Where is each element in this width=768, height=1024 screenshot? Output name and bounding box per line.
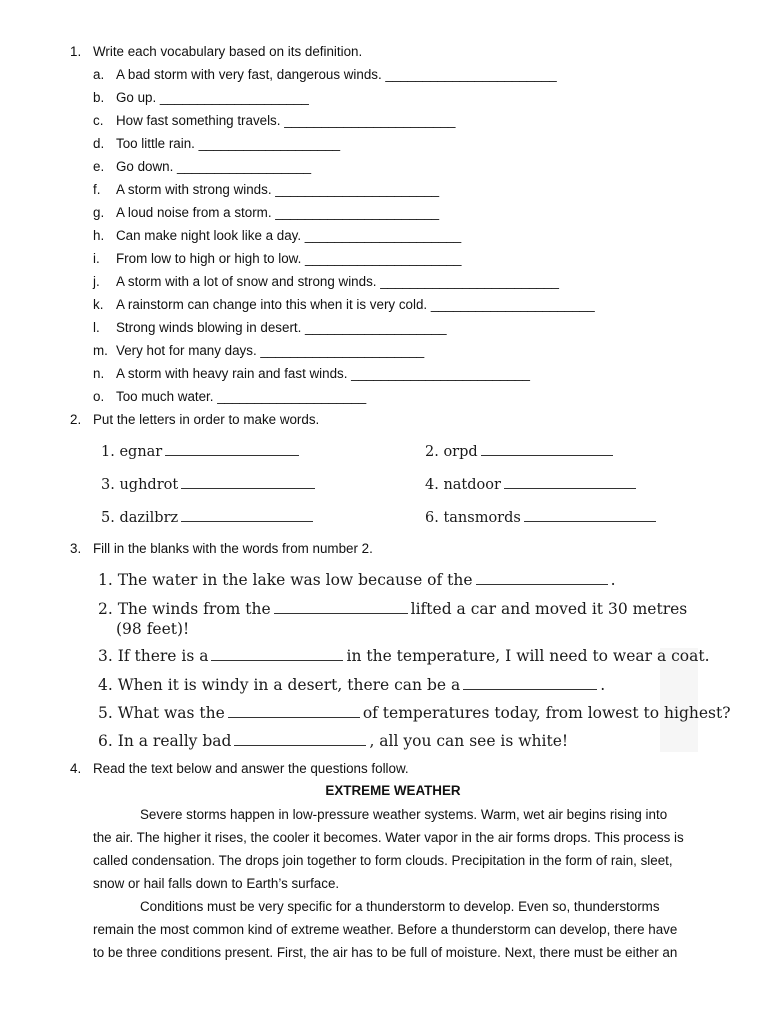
item-definition[interactable]: Go up. ____________________ bbox=[116, 90, 309, 105]
reading-line-4: snow or hail falls down to Earth’s surface. bbox=[93, 876, 340, 891]
scramble-word-2: 2. orpd bbox=[425, 443, 616, 460]
reading-line-2: the air. The higher it rises, the cooler it becomes. Water vapor in the air forms drops. This process is bbox=[93, 830, 684, 845]
item-definition[interactable]: A loud noise from a storm. ______________________ bbox=[116, 205, 440, 220]
item-letter: n. bbox=[93, 366, 105, 381]
item-definition[interactable]: A bad storm with very fast, dangerous winds. _______________________ bbox=[116, 67, 557, 82]
fill-sentence-2: 2. The winds from the lifted a car and moved it 30 metres bbox=[98, 600, 688, 618]
answer-blank[interactable] bbox=[211, 648, 343, 661]
fill-sentence-3: 3. If there is a in the temperature, I will need to wear a coat. bbox=[98, 647, 710, 665]
item-letter: c. bbox=[93, 113, 104, 128]
scramble-word-6: 6. tansmords bbox=[425, 509, 659, 526]
fill-sentence-4: 4. When it is windy in a desert, there can be a . bbox=[98, 676, 606, 694]
item-letter: o. bbox=[93, 389, 105, 404]
question-text: Put the letters in order to make words. bbox=[93, 412, 320, 427]
scramble-word-5: 5. dazilbrz bbox=[101, 509, 316, 526]
scramble-word-3: 3. ughdrot bbox=[101, 476, 318, 493]
reading-line-6: remain the most common kind of extreme weather. Before a thunderstorm can develop, there have bbox=[93, 922, 678, 937]
item-definition[interactable]: A storm with heavy rain and fast winds. ________________________ bbox=[116, 366, 530, 381]
item-definition[interactable]: How fast something travels. _______________________ bbox=[116, 113, 456, 128]
item-letter: e. bbox=[93, 159, 105, 174]
item-definition[interactable]: Go down. __________________ bbox=[116, 159, 312, 174]
answer-blank[interactable] bbox=[228, 705, 360, 718]
fill-sentence-5: 5. What was the of temperatures today, from lowest to highest? bbox=[98, 704, 731, 722]
item-letter: g. bbox=[93, 205, 105, 220]
item-definition[interactable]: Very hot for many days. ______________________ bbox=[116, 343, 425, 358]
question-number: 2. bbox=[70, 412, 82, 427]
question-number: 3. bbox=[70, 541, 82, 556]
scramble-word-1: 1. egnar bbox=[101, 443, 302, 460]
answer-blank[interactable] bbox=[181, 509, 313, 522]
question-number: 4. bbox=[70, 761, 82, 776]
item-definition[interactable]: Strong winds blowing in desert. ___________________ bbox=[116, 320, 447, 335]
reading-line-5: Conditions must be very specific for a thunderstorm to develop. Even so, thunderstorms bbox=[140, 899, 660, 914]
question-text: Fill in the blanks with the words from number 2. bbox=[93, 541, 373, 556]
reading-line-7: to be three conditions present. First, the air has to be full of moisture. Next, there must be either an bbox=[93, 945, 678, 960]
item-letter: a. bbox=[93, 67, 105, 82]
item-definition[interactable]: A storm with a lot of snow and strong winds. ________________________ bbox=[116, 274, 559, 289]
item-letter: f. bbox=[93, 182, 101, 197]
answer-blank[interactable] bbox=[476, 572, 608, 585]
answer-blank[interactable] bbox=[274, 601, 408, 614]
question-number: 1. bbox=[70, 44, 82, 59]
item-letter: k. bbox=[93, 297, 104, 312]
answer-blank[interactable] bbox=[181, 476, 315, 489]
item-letter: d. bbox=[93, 136, 105, 151]
answer-blank[interactable] bbox=[463, 677, 597, 690]
item-definition[interactable]: A storm with strong winds. ______________________ bbox=[116, 182, 440, 197]
item-definition[interactable]: A rainstorm can change into this when it is very cold. ______________________ bbox=[116, 297, 595, 312]
fill-sentence-1: 1. The water in the lake was low because of the . bbox=[98, 571, 616, 589]
fill-sentence-6: 6. In a really bad , all you can see is white! bbox=[98, 732, 569, 750]
item-definition[interactable]: Too much water. ____________________ bbox=[116, 389, 367, 404]
item-definition[interactable]: From low to high or high to low. _____________________ bbox=[116, 251, 462, 266]
question-text: Write each vocabulary based on its definition. bbox=[93, 44, 363, 59]
item-letter: i. bbox=[93, 251, 100, 266]
item-letter: j. bbox=[93, 274, 100, 289]
answer-blank[interactable] bbox=[504, 476, 636, 489]
answer-blank[interactable] bbox=[481, 443, 613, 456]
answer-blank[interactable] bbox=[524, 509, 656, 522]
item-definition[interactable]: Too little rain. ___________________ bbox=[116, 136, 341, 151]
scramble-word-4: 4. natdoor bbox=[425, 476, 639, 493]
reading-line-3: called condensation. The drops join together to form clouds. Precipitation in the form of rain, sleet, bbox=[93, 853, 673, 868]
fill-sentence-2-continued: (98 feet)! bbox=[116, 620, 190, 638]
item-definition[interactable]: Can make night look like a day. _____________________ bbox=[116, 228, 462, 243]
question-text: Read the text below and answer the questions follow. bbox=[93, 761, 409, 776]
item-letter: h. bbox=[93, 228, 105, 243]
answer-blank[interactable] bbox=[234, 733, 366, 746]
answer-blank[interactable] bbox=[165, 443, 299, 456]
item-letter: m. bbox=[93, 343, 108, 358]
reading-line-1: Severe storms happen in low-pressure weather systems. Warm, wet air begins rising into bbox=[140, 807, 668, 822]
reading-title: EXTREME WEATHER bbox=[325, 783, 461, 798]
item-letter: l. bbox=[93, 320, 100, 335]
item-letter: b. bbox=[93, 90, 105, 105]
